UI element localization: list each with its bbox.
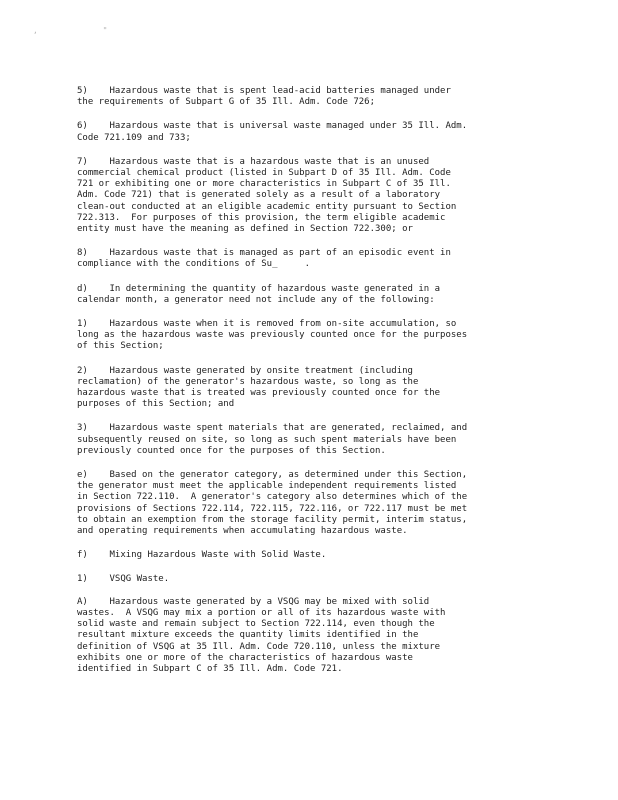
document-body <box>77 86 547 688</box>
paragraph-f-mixing-heading: f) Mixing Hazardous Waste with Solid Waste. <box>77 550 327 561</box>
scan-marks: , " <box>33 26 138 35</box>
paragraph-7-unused-chemical-product: 7) Hazardous waste that is a hazardous waste that is an unused commercial chemical product (listed in Subpart D of 35 Ill. Adm. Code 721 or exhibiting one or more characteristics in Subpart C of 35 Ill. Adm. Code 721) that is generated solely as a result of a laboratory clean-out conducted at an eligible academic entity pursuant to Section 722.313. For purposes of this provision, the term eligible academic entity must have the meaning as defined in Section 722.300; or <box>77 156 457 235</box>
paragraph-d3-spent-materials: 3) Hazardous waste spent materials that are generated, reclaimed, and subsequently reused on site, so long as such spent materials have been previously counted once for the purposes of this Section. <box>77 423 468 456</box>
paragraph-f1a-vsqg-mixing: A) Hazardous waste generated by a VSQG may be mixed with solid wastes. A VSQG may mix a portion or all of its hazardous waste with solid waste and remain subject to Section 722.114, even though the resultant mixture exceeds the quantity limits identified in the definition of VSQG at 35 Ill. Adm. Code 720.110, unless the mixture exhibits one or more of the characteristics of hazardous waste identified in Subpart C of 35 Ill. Adm. Code 721. <box>77 596 446 674</box>
paragraph-8-episodic-event: 8) Hazardous waste that is managed as part of an episodic event in compliance with the conditions of Su_ . <box>77 248 451 270</box>
paragraph-6-universal-waste: 6) Hazardous waste that is universal waste managed under 35 Ill. Adm. Code 721.109 and 733; <box>77 121 468 143</box>
paragraph-f1-vsqg-waste: 1) VSQG Waste. <box>77 573 170 584</box>
paragraph-d-quantity-determination: d) In determining the quantity of hazardous waste generated in a calendar month, a generator need not include any of the following: <box>77 283 441 305</box>
paragraph-e-generator-category: e) Based on the generator category, as determined under this Section, the generator must meet the applicable independent requirements listed in Section 722.110. A generator's category also determines which of the provisions of Sections 722.114, 722.115, 722.116, or 722.117 must be met to obtain an exemption from the storage facility permit, interim status, and operating requirements when accumulating hazardous waste. <box>77 470 468 537</box>
paragraph-5-lead-acid-batteries: 5) Hazardous waste that is spent lead-acid batteries managed under the requirements of Subpart G of 35 Ill. Adm. Code 726; <box>77 86 451 108</box>
paragraph-d2-onsite-treatment: 2) Hazardous waste generated by onsite treatment (including reclamation) of the generator's hazardous waste, so long as the hazardous waste that is treated was previously counted once for the purposes of this Section; and <box>77 365 441 410</box>
paragraph-d1-removed-from-accumulation: 1) Hazardous waste when it is removed from on-site accumulation, so long as the hazardous waste was previously counted once for the purposes of this Section; <box>77 319 468 352</box>
